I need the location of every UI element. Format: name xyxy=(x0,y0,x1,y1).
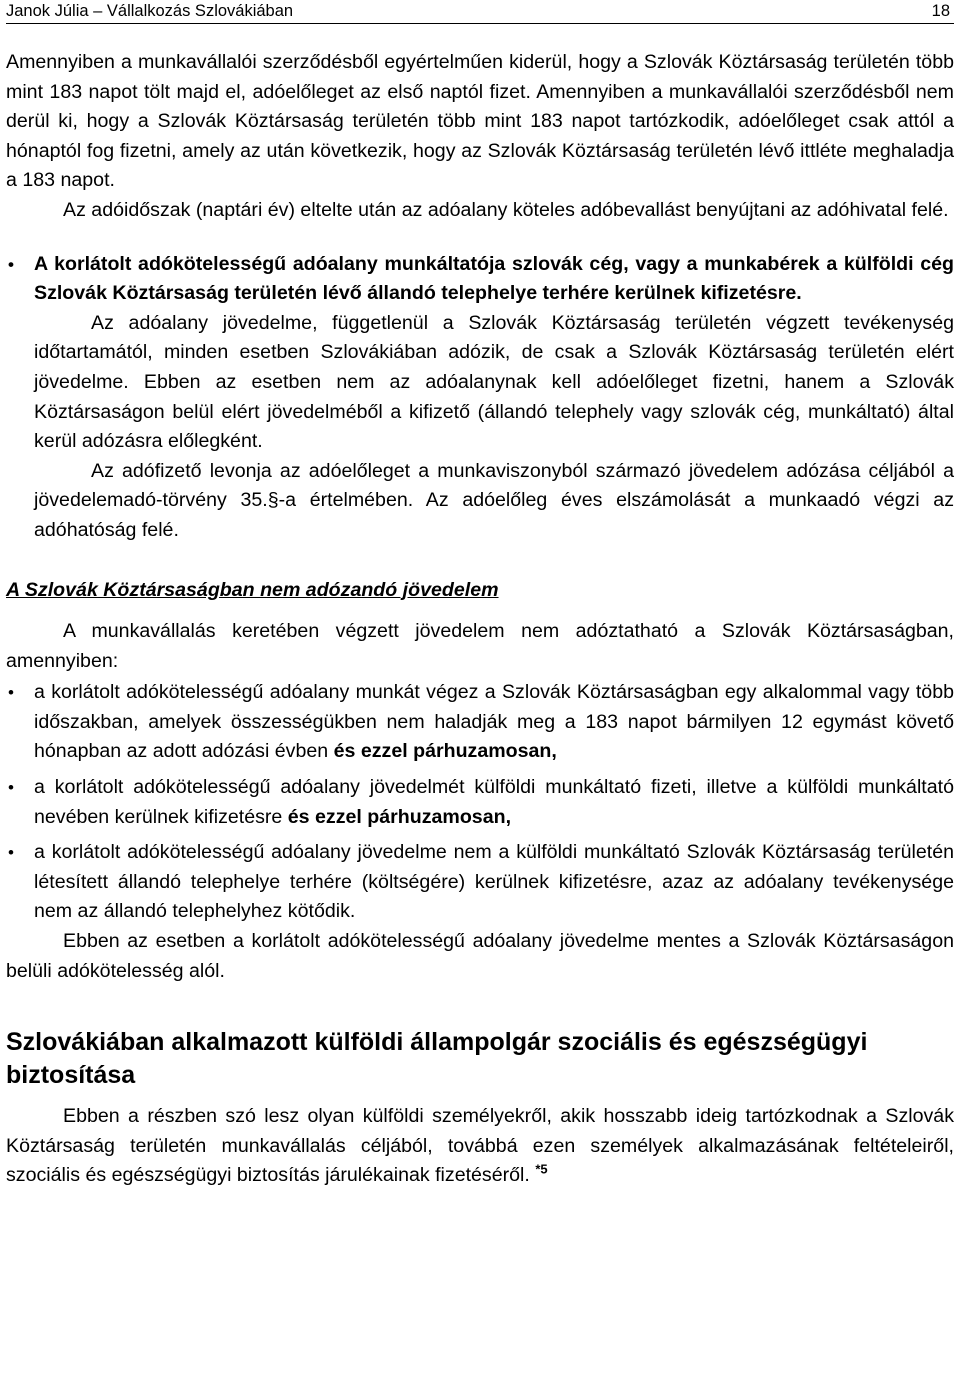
list-item-text: a korlátolt adókötelességű adóalany jövedelme nem a külföldi munkáltató Szlovák Köztársaság területén létesített állandó telephelye terhére (költségére) kerülnek kifizetésre, azaz az adóalany tevékenysége nem az állandó telephelyhez kötődik. xyxy=(34,841,954,923)
bullet-icon: • xyxy=(8,254,14,274)
list-item xyxy=(6,678,954,767)
list-item-text: a korlátolt adókötelességű adóalany jövedelmét külföldi munkáltató fizeti, illetve a külföldi munkáltató nevében kerülnek kifizetésre xyxy=(34,776,954,828)
bullet-icon: • xyxy=(8,683,14,703)
header-title: Janok Júlia – Vállalkozás Szlovákiában xyxy=(6,2,294,20)
employer-paragraph-1: Az adóalany jövedelme, függetlenül a Szlovák Köztársaság területén végzett tevékenység időtartamától, minden esetben Szlovákiában adózik, de csak a Szlovák Köztársaság területén elért jövedelme. Ebben az esetben nem az adóalanynak kell adóelőleget fizetni, hanem a Szlovák Köztársaságon belül elért jövedelméből a kifizető (állandó telephely vagy szlovák cég, munkáltató) által kerül adózásra előlegként. xyxy=(34,311,954,453)
list-item xyxy=(6,773,954,832)
page-number: 18 xyxy=(931,2,950,20)
bullet-icon: • xyxy=(8,778,14,798)
intro-paragraph-2: Az adóidőszak (naptári év) eltelte után az adóalany köteles adóbevallást benyújtani az adóhivatal felé. xyxy=(63,198,949,221)
employer-paragraph-2: Az adófizető levonja az adóelőleget a munkaviszonyból származó jövedelem adózása céljából a jövedelemadó-törvény 35.§-a értelmében. Az adóelőleg éves elszámolását a munkaadó végzi az adóhatóság felé. xyxy=(34,459,954,541)
footnote-reference[interactable]: *5 xyxy=(535,1161,548,1177)
employer-bullet-heading xyxy=(6,250,954,309)
section2-text: Ebben a részben szó lesz olyan külföldi személyekről, akik hosszabb ideig tartózkodnak a Szlovák Köztársaság területén munkavállalás céljából, továbbá ezen személyek alkalmazásának feltételeiről, szociális és egészségügyi biztosítás járulékainak fizetéséről. xyxy=(6,1105,954,1187)
page-header xyxy=(6,1,954,24)
bullet-icon: • xyxy=(8,843,14,863)
section1-intro: A munkavállalás keretében végzett jövedelem nem adóztatható a Szlovák Köztársaságban, amennyiben: xyxy=(6,620,954,672)
list-item-bold: és ezzel párhuzamosan, xyxy=(333,740,557,763)
document-body xyxy=(6,48,954,1191)
list-item-text: a korlátolt adókötelességű adóalany munkát végez a Szlovák Köztársaságban egy alkalommal vagy több időszakban, amelyek összességükben nem haladják meg a 183 napot bármilyen 12 egymást követő hónapban az adott adózási évben xyxy=(34,681,954,763)
list-item-bold: és ezzel párhuzamosan, xyxy=(287,805,512,828)
section-title-non-taxable: A Szlovák Köztársaságban nem adózandó jövedelem xyxy=(6,578,499,601)
list-item xyxy=(6,838,954,927)
section2-paragraph xyxy=(6,1102,954,1191)
intro-paragraph-1: Amennyiben a munkavállalói szerződésből egyértelműen kiderül, hogy a Szlovák Köztársaság területén több mint 183 napot tölt majd el, adóelőleget az első naptól fizet. Amennyiben a munkavállalói szerződésből nem derül ki, hogy a Szlovák Köztársaság területén több mint 183 napot tartózkodik, adóelőleget csak attól a hónaptól fog fizetni, amely az után következik, hogy az Szlovák Köztársaság területén lévő ittléte meghaladja a 183 napot. xyxy=(6,51,954,192)
bullet-heading-text: A korlátolt adókötelességű adóalany munkáltatója szlovák cég, vagy a munkabérek a külföldi cég Szlovák Köztársaság területén lévő állandó telephelye terhére kerülnek kifizetésre. xyxy=(34,252,954,305)
employer-bullet-block xyxy=(6,250,954,546)
section-title-insurance: Szlovákiában alkalmazott külföldi állampolgár szociális és egészségügyi biztosítása xyxy=(6,1028,868,1090)
section1-closing: Ebben az esetben a korlátolt adókötelességű adóalany jövedelme mentes a Szlovák Köztársaságon belüli adókötelesség alól. xyxy=(6,930,954,982)
